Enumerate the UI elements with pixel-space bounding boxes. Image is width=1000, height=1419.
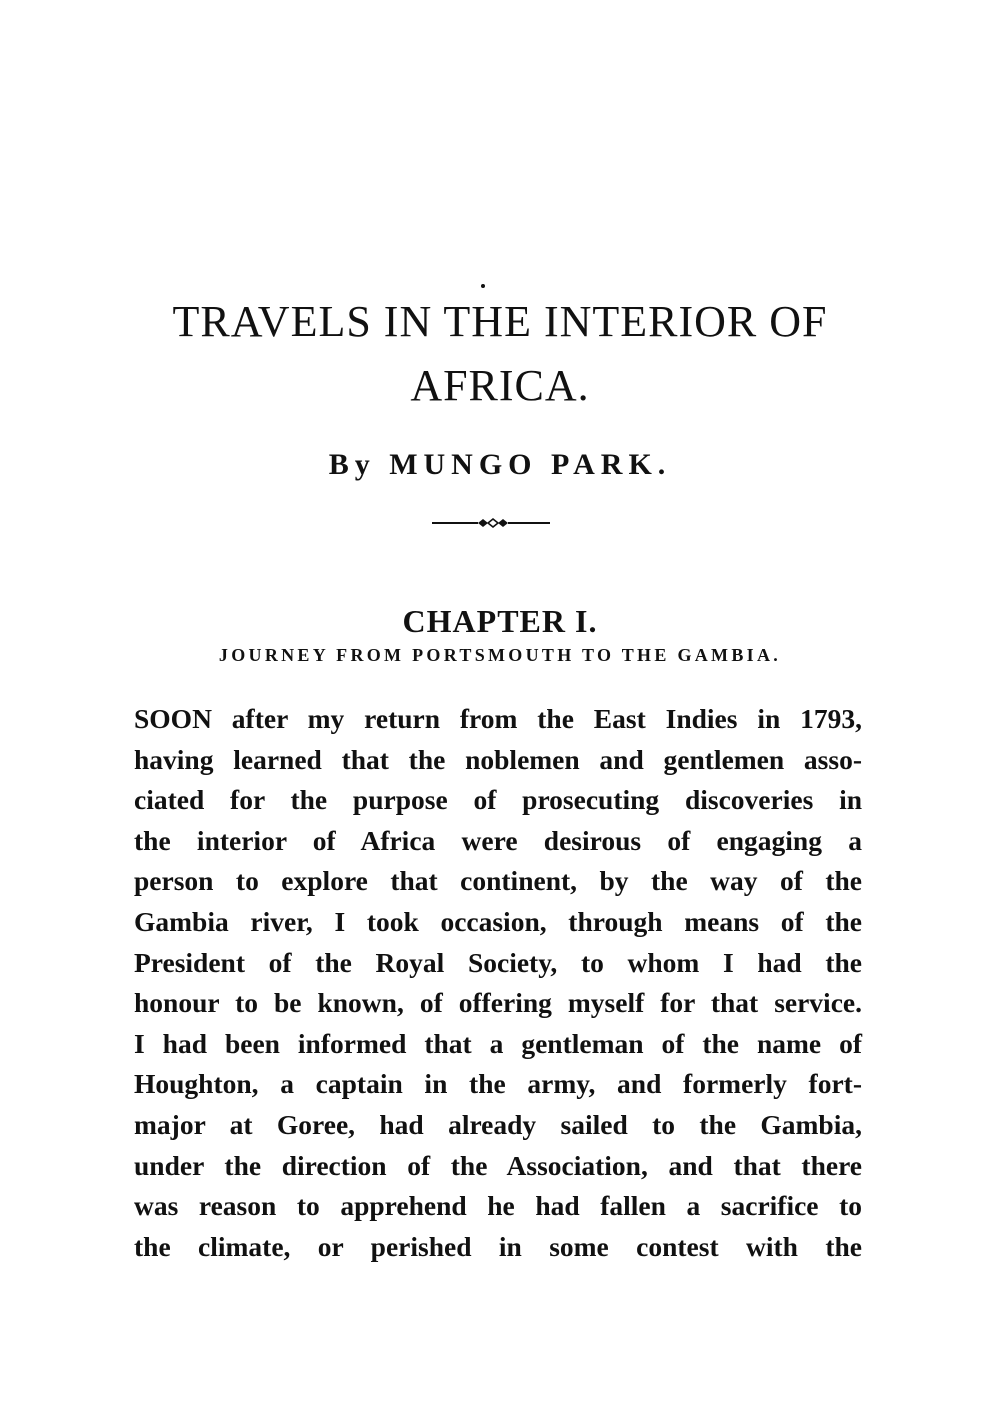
body-line: honour to be known, of offering myself for that service. bbox=[134, 987, 862, 1019]
book-title-line-2: AFRICA. bbox=[410, 361, 590, 410]
byline-author: MUNGO PARK. bbox=[389, 448, 672, 481]
body-line: ciated for the purpose of prosecuting discoveries in bbox=[134, 784, 862, 816]
body-line: the climate, or perished in some contest with the bbox=[134, 1230, 862, 1262]
body-line: person to explore that continent, by the way of the bbox=[134, 865, 862, 897]
book-title-line-1: TRAVELS IN THE INTERIOR OF bbox=[172, 297, 828, 346]
body-line: the interior of Africa were desirous of engaging a bbox=[134, 824, 862, 856]
body-line: Gambia river, I took occasion, through means of the bbox=[134, 905, 862, 937]
print-dot-mark bbox=[481, 284, 485, 288]
body-line: Houghton, a captain in the army, and formerly fort- bbox=[134, 1068, 862, 1100]
ornament-divider-icon bbox=[432, 516, 550, 530]
body-line: under the direction of the Association, and that there bbox=[134, 1149, 862, 1181]
chapter-heading: CHAPTER I. bbox=[402, 602, 598, 639]
body-line: major at Goree, had already sailed to the Gambia, bbox=[134, 1108, 862, 1140]
body-paragraph bbox=[134, 699, 862, 1267]
body-line: SOON after my return from the East Indies in 1793, bbox=[134, 703, 862, 734]
byline-prefix: By bbox=[328, 448, 376, 481]
body-line: President of the Royal Society, to whom I had the bbox=[134, 946, 862, 978]
body-line: was reason to apprehend he had fallen a sacrifice to bbox=[134, 1190, 862, 1222]
body-line: having learned that the noblemen and gentlemen asso- bbox=[134, 743, 862, 775]
body-line: I had been informed that a gentleman of the name of bbox=[134, 1027, 862, 1059]
author-byline bbox=[0, 448, 1000, 482]
chapter-subtitle: JOURNEY FROM PORTSMOUTH TO THE GAMBIA. bbox=[218, 645, 782, 665]
